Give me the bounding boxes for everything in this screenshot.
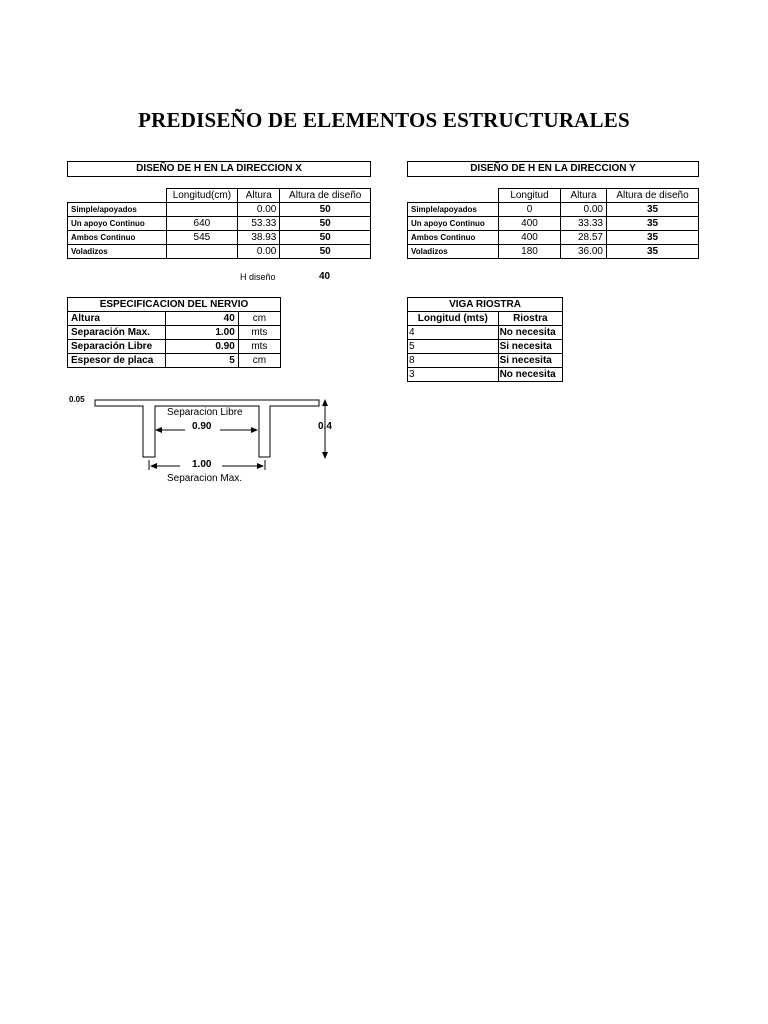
- cell-diseno: 50: [280, 203, 371, 217]
- cell-longitud: 545: [166, 231, 237, 245]
- sep-libre-value: 0.90: [192, 421, 212, 432]
- y-col-diseno: Altura de diseño: [607, 189, 699, 203]
- riostra-col-riostra: Riostra: [498, 312, 562, 326]
- cell-longitud: 400: [499, 231, 561, 245]
- nervio-value: 0.90: [166, 340, 238, 354]
- y-col-altura: Altura: [561, 189, 607, 203]
- riostra-value: Si necesita: [498, 354, 562, 368]
- nervio-label: Separación Max.: [68, 326, 166, 340]
- cell-diseno: 50: [280, 245, 371, 259]
- riostra-value: Si necesita: [498, 340, 562, 354]
- riostra-longitud: 4: [408, 326, 499, 340]
- rib-height-label: 0.4: [318, 421, 332, 432]
- h-diseno-label: H diseño: [240, 272, 276, 282]
- arrow-right-icon: [251, 427, 258, 433]
- nervio-unit: cm: [238, 354, 280, 368]
- riostra-longitud: 8: [408, 354, 499, 368]
- cell-diseno: 35: [607, 203, 699, 217]
- nervio-value: 1.00: [166, 326, 238, 340]
- riostra-longitud: 3: [408, 368, 499, 382]
- nervio-unit: mts: [238, 326, 280, 340]
- arrow-up-icon: [322, 399, 328, 406]
- cell-altura: 38.93: [238, 231, 280, 245]
- cell-diseno: 50: [280, 231, 371, 245]
- cell-diseno: 35: [607, 245, 699, 259]
- nervio-label: Separación Libre: [68, 340, 166, 354]
- sep-max-value: 1.00: [192, 459, 212, 470]
- x-col-diseno: Altura de diseño: [280, 189, 371, 203]
- riostra-value: No necesita: [498, 368, 562, 382]
- cell-altura: 36.00: [561, 245, 607, 259]
- arrow-left-icon: [155, 427, 162, 433]
- row-label: Simple/apoyados: [68, 203, 167, 217]
- riostra-col-longitud: Longitud (mts): [408, 312, 499, 326]
- x-col-altura: Altura: [238, 189, 280, 203]
- row-label: Voladizos: [408, 245, 499, 259]
- nervio-unit: cm: [238, 312, 280, 326]
- nervio-label: Espesor de placa: [68, 354, 166, 368]
- arrow-right-icon: [257, 463, 264, 469]
- cell-altura: 33.33: [561, 217, 607, 231]
- riostra-value: No necesita: [498, 326, 562, 340]
- arrow-left-icon: [150, 463, 157, 469]
- cell-diseno: 50: [280, 217, 371, 231]
- cell-diseno: 35: [607, 231, 699, 245]
- y-col-longitud: Longitud: [499, 189, 561, 203]
- row-label: Un apoyo Continuo: [408, 217, 499, 231]
- cell-altura: 0.00: [238, 245, 280, 259]
- row-label: Voladizos: [68, 245, 167, 259]
- sep-max-label: Separacion Max.: [167, 473, 243, 484]
- y-table-header: DISEÑO DE H EN LA DIRECCION Y: [407, 161, 699, 177]
- cell-longitud: 640: [166, 217, 237, 231]
- sep-libre-label: Separacion Libre: [167, 407, 243, 418]
- cell-longitud: 180: [499, 245, 561, 259]
- nervio-value: 40: [166, 312, 238, 326]
- row-label: Un apoyo Continuo: [68, 217, 167, 231]
- cell-altura: 53.33: [238, 217, 280, 231]
- cell-longitud: 400: [499, 217, 561, 231]
- nervio-value: 5: [166, 354, 238, 368]
- h-diseno-value: 40: [319, 271, 331, 282]
- row-label: Ambos Continuo: [408, 231, 499, 245]
- nervio-label: Altura: [68, 312, 166, 326]
- cell-altura: 0.00: [238, 203, 280, 217]
- cell-altura: 28.57: [561, 231, 607, 245]
- cell-longitud: 0: [499, 203, 561, 217]
- cell-altura: 0.00: [561, 203, 607, 217]
- nervio-header: ESPECIFICACION DEL NERVIO: [68, 298, 281, 312]
- riostra-header: VIGA RIOSTRA: [408, 298, 563, 312]
- x-col-longitud: Longitud(cm): [166, 189, 237, 203]
- nervio-unit: mts: [238, 340, 280, 354]
- row-label: Ambos Continuo: [68, 231, 167, 245]
- arrow-down-icon: [322, 452, 328, 459]
- slab-thickness-label: 0.05: [69, 395, 85, 404]
- page-title: PREDISEÑO DE ELEMENTOS ESTRUCTURALES: [138, 108, 630, 132]
- riostra-longitud: 5: [408, 340, 499, 354]
- cell-diseno: 35: [607, 217, 699, 231]
- row-label: Simple/apoyados: [408, 203, 499, 217]
- x-table-header: DISEÑO DE H EN LA DIRECCION X: [67, 161, 371, 177]
